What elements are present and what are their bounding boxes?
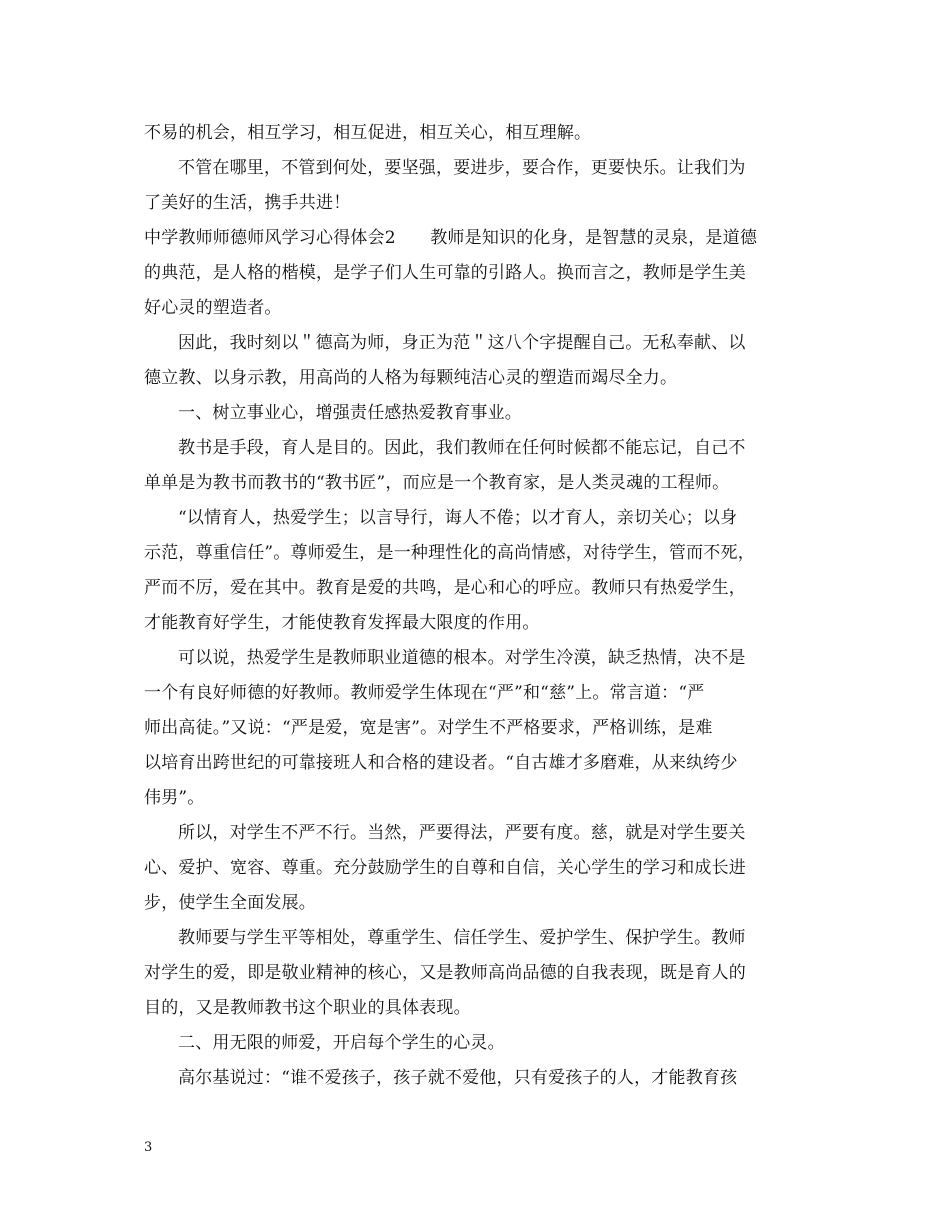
text-line: 不管在哪里，不管到何处，要坚强，要进步，要合作，更要快乐。让我们为 <box>178 158 746 178</box>
text-line: 因此，我时刻以＂德高为师，身正为范＂这八个字提醒自己。无私奉献、以 <box>178 333 746 353</box>
text-line: 高尔基说过：“谁不爱孩子，孩子就不爱他，只有爱孩子的人，才能教育孩 <box>178 1068 738 1088</box>
text-line: 中学教师师德师风学习心得体会2 教师是知识的化身，是智慧的灵泉，是道德 <box>144 228 758 248</box>
text-line: 才能教育好学生，才能使教育发挥最大限度的作用。 <box>144 613 540 633</box>
text-line: 了美好的生活，携手共进！ <box>144 193 351 213</box>
text-line: 的典范，是人格的楷模，是学子们人生可靠的引路人。换而言之，教师是学生美 <box>144 263 746 283</box>
text-line: 严而不厉，爱在其中。教育是爱的共鸣，是心和心的呼应。教师只有热爱学生， <box>144 578 746 598</box>
text-line: 对学生的爱，即是敬业精神的核心，又是教师高尚品德的自我表现，既是育人的 <box>144 963 746 983</box>
text-line: 德立教、以身示教，用高尚的人格为每颗纯洁心灵的塑造而竭尽全力。 <box>144 368 678 388</box>
text-line: 目的，又是教师教书这个职业的具体表现。 <box>144 998 471 1018</box>
text-line: 不易的机会，相互学习，相互促进，相互关心，相互理解。 <box>144 123 592 143</box>
text-line: 可以说，热爱学生是教师职业道德的根本。对学生冷漠，缺乏热情，决不是 <box>178 648 746 668</box>
text-line: 教书是手段，育人是目的。因此，我们教师在任何时候都不能忘记，自己不 <box>178 438 746 458</box>
text-line: 教师要与学生平等相处，尊重学生、信任学生、爱护学生、保护学生。教师 <box>178 928 746 948</box>
text-line: 心、爱护、宽容、尊重。充分鼓励学生的自尊和自信，关心学生的学习和成长进 <box>144 858 746 878</box>
text-line: 伟男”。 <box>144 788 205 808</box>
text-line: 单单是为教书而教书的“教书匠”，而应是一个教育家，是人类灵魂的工程师。 <box>144 473 730 493</box>
text-line: 示范，尊重信任”。尊师爱生，是一种理性化的高尚情感，对待学生，管而不死， <box>144 543 755 563</box>
text-line: 步，使学生全面发展。 <box>144 893 316 913</box>
body-text <box>144 116 810 1096</box>
text-line: 好心灵的塑造者。 <box>144 298 282 318</box>
text-line: 一、树立事业心，增强责任感热爱教育事业。 <box>178 403 522 423</box>
text-line: 一个有良好师德的好教师。教师爱学生体现在“严”和“慈”上。常言道：“严 <box>144 683 705 703</box>
text-line: 二、用无限的师爱，开启每个学生的心灵。 <box>178 1033 505 1053</box>
page-number: 3 <box>144 1140 153 1155</box>
text-line: “以情育人，热爱学生；以言导行，诲人不倦；以才育人，亲切关心；以身 <box>178 508 738 528</box>
text-line: 以培育出跨世纪的可靠接班人和合格的建设者。“自古雄才多磨难，从来纨绔少 <box>144 753 738 773</box>
text-line: 师出高徒。”又说：“严是爱，宽是害”。对学生不严格要求，严格训练，是难 <box>144 718 713 738</box>
text-line: 所以，对学生不严不行。当然，严要得法，严要有度。慈，就是对学生要关 <box>178 823 746 843</box>
